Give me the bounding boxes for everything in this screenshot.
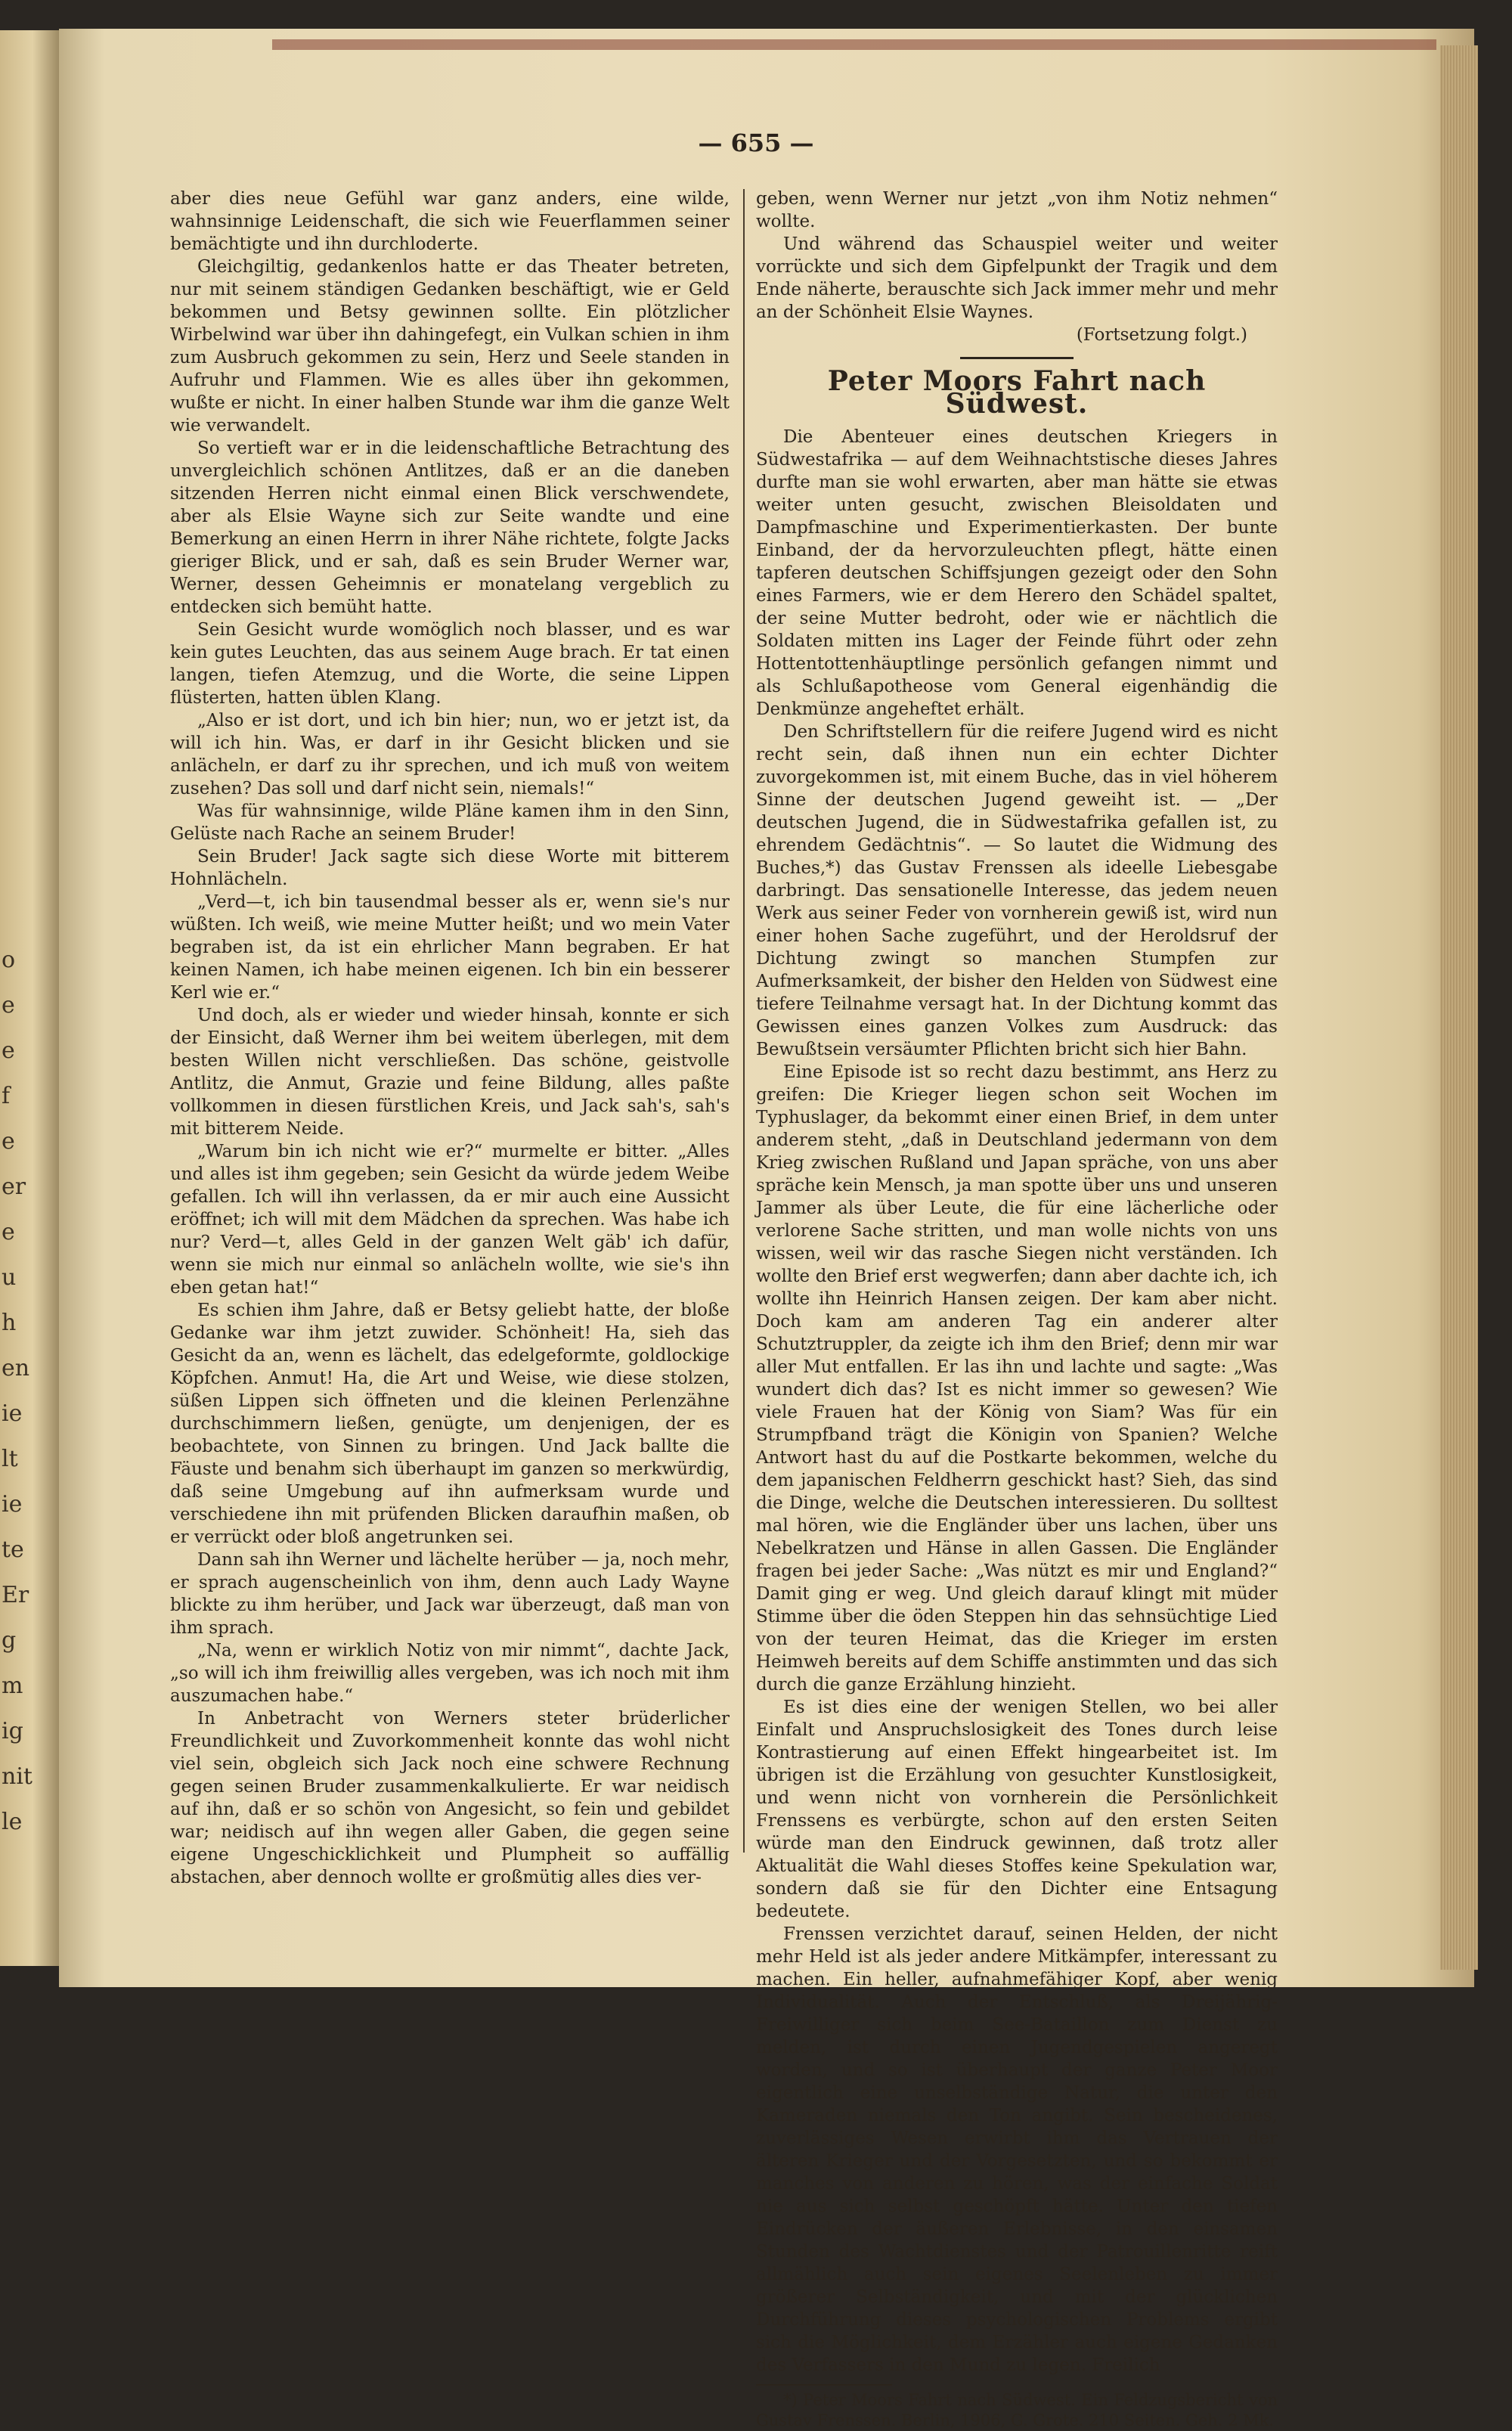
edge-letter: ie bbox=[2, 1491, 23, 1518]
binding-band bbox=[272, 39, 1436, 50]
edge-letter: h bbox=[2, 1310, 17, 1336]
paragraph: Es ist dies eine der wenigen Stellen, wo bei aller Einfalt und Anspruchslosigkeit des Tones durch leise Kontrastierung auf einen Effekt hingearbeitet ist. Im übrigen ist die Erzählung von gesuchter Kunstlosigkeit, und wenn nicht von vornherein die Persönlichkeit Frenssens es verbürgte, schon auf den ersten Seiten würde man den Eindruck gewinnen, daß trotz aller Aktualität die Wahl dieses Stoffes keine Spekulation war, sondern daß sie für den Dichter eine Entsagung bedeutete. bbox=[756, 1698, 1278, 1921]
left-edge-letters bbox=[2, 938, 33, 1845]
footnote: *) Peter Moors Fahrt nach Südwest. Ein Feldzugsbericht von Gustav Frenssen. Berlin, 1906, G. Grote. 210 Seiten. Geh. 2 Mk. bbox=[756, 2391, 1278, 2429]
edge-letter: ig bbox=[2, 1718, 23, 1744]
column-divider bbox=[743, 189, 745, 1853]
edge-letter: m bbox=[2, 1673, 23, 1699]
edge-letter: f bbox=[2, 1083, 11, 1109]
edge-letter: er bbox=[2, 1174, 26, 1200]
page-number: — 655 — bbox=[698, 129, 814, 157]
edge-letter: e bbox=[2, 1219, 15, 1245]
paragraph: Und während das Schauspiel weiter und weiter vorrückte und sich dem Gipfelpunkt der Tragik und dem Ende näherte, berauschte sich Jack immer mehr und mehr an der Schönheit Elsie Waynes. bbox=[756, 234, 1278, 322]
paragraph: Dann sah ihn Werner und lächelte herüber — ja, noch mehr, er sprach augenscheinlich von ihm, denn auch Lady Wayne blickte zu ihm herüber, und Jack war überzeugt, daß man von ihm sprach. bbox=[170, 1550, 730, 1638]
edge-letter: u bbox=[2, 1264, 17, 1291]
edge-letter: Er bbox=[2, 1582, 29, 1608]
paragraph: „Na, wenn er wirklich Notiz von mir nimmt“, dachte Jack, „so will ich ihm freiwillig alles vergeben, was ich noch mit ihm auszumachen habe.“ bbox=[170, 1641, 730, 1706]
article-title: Peter Moors Fahrt nach Südwest. bbox=[827, 365, 1207, 420]
paragraph: Frenssen verzichtet darauf, seinen Helden, der nicht mehr Held ist als jeder andere Mitkämpfer, interessant zu machen. Ein heller, aufnahmefähiger Kopf, aber wenig Individualität. Auch der Entschluß, als Dreijährig-Freiwilliger sich beim See-Bataillon zum Dienst zu melden, ist durch einen Jugendgespielen angeregt worden, und so ist überhaupt der ganze Peter Moor eigentlich eine unselbständige Natur, die unter den Kameraden niemals den Ton angibt. Sein bescheidenes, zuverlässiges Wesen erwirbt ihm das Vertrauen der älteren Krieger und der Vorgesetzten, und so bekommt er manches von anderen zu hören, was der einfache Soldat nie aus sich selbst geschöpft hätte. Unter den tiefen Eindrücken der äußeren Erlebnisse, in den einsamen Stunden des Wachtdienstes und der Patrouillenritte reift allmählich auch sein eigenes Seelenleben zu immer größerer Selbständigkeit, und mit der glücklichen Durchführung dieses psychologischen Problems ergibt sich die Möglichkeit, dem Erzähler auch eigene Gedanken des Verfassers in den Mund zu legen. Freilich bbox=[756, 1924, 1278, 2375]
paragraph: Sein Bruder! Jack sagte sich diese Worte mit bitterem Hohnlächeln. bbox=[170, 847, 730, 889]
paragraph: In Anbetracht von Werners steter brüderlicher Freundlichkeit und Zuvorkommenheit konnte das wohl nicht viel sein, obgleich sich Jack noch eine schwere Rechnung gegen seinen Bruder zusammenkalkulierte. Er war neidisch auf ihn, daß er so schön von Angesicht, so fein und gebildet war; neidisch auf ihn wegen aller Gaben, die gegen seine eigene Ungeschicklichkeit und Plumpheit so auffällig abstachen, aber dennoch wollte er großmütig alles dies ver- bbox=[170, 1709, 730, 1887]
edge-letter: e bbox=[2, 992, 15, 1019]
edge-letter: ie bbox=[2, 1400, 23, 1427]
paragraph: Sein Gesicht wurde womöglich noch blasser, und es war kein gutes Leuchten, das aus seinem Auge brach. Er tat einen langen, tiefen Atemzug, und die Worte, die seine Lippen flüsterten, hatten üblen Klang. bbox=[170, 620, 730, 708]
paragraph: Was für wahnsinnige, wilde Pläne kamen ihm in den Sinn, Gelüste nach Rache an seinem Bruder! bbox=[170, 802, 730, 844]
edge-letter: e bbox=[2, 1037, 15, 1064]
page-stack-edge bbox=[1440, 45, 1478, 1970]
paragraph: geben, wenn Werner nur jetzt „von ihm Notiz nehmen“ wollte. bbox=[756, 189, 1278, 231]
left-page-edge bbox=[0, 30, 59, 1966]
edge-letter: le bbox=[2, 1809, 23, 1835]
paragraph: aber dies neue Gefühl war ganz anders, eine wilde, wahnsinnige Leidenschaft, die sich wie Feuerflammen seiner bemächtigte und ihn durchloderte. bbox=[170, 189, 730, 254]
paragraph: So vertieft war er in die leidenschaftliche Betrachtung des unvergleichlich schönen Antlitzes, daß er an die daneben sitzenden Herren nicht einmal einen Blick verschwendete, aber als Elsie Wayne sich zur Seite wandte und eine Bemerkung an einen Herrn in ihrer Nähe richtete, folgte Jacks gieriger Blick, und er sah, daß es sein Bruder Werner war, Werner, dessen Geheimnis er monatelang vergeblich zu entdecken sich bemüht hatte. bbox=[170, 439, 730, 617]
paragraph: Den Schriftstellern für die reifere Jugend wird es nicht recht sein, daß ihnen nun ein echter Dichter zuvorgekommen ist, mit einem Buche, das in viel höherem Sinne der deutschen Jugend geweiht ist. — „Der deutschen Jugend, die in Südwestafrika gefallen ist, zu ehrendem Gedächtnis“. — So lautet die Widmung des Buches,*) das Gustav Frenssen als ideelle Liebesgabe darbringt. Das sensationelle Interesse, das jedem neuen Werk aus seiner Feder von vornherein gewiß ist, wird nun einer hohen Sache zugeführt, und der Heroldsruf der Dichtung zwingt so manchen Stumpfen zur Aufmerksamkeit, der bisher den Helden von Südwest eine tiefere Teilnahme versagt hat. In der Dichtung kommt das Gewissen eines ganzen Volkes zum Ausdruck: das Bewußtsein versäumter Pflichten bricht sich hier Bahn. bbox=[756, 722, 1278, 1059]
paragraph: Und doch, als er wieder und wieder hinsah, konnte er sich der Einsicht, daß Werner ihm bei weitem überlegen, mit dem besten Willen nicht verschließen. Das schöne, geistvolle Antlitz, die Anmut, Grazie und feine Bildung, alles paßte vollkommen in diesen fürstlichen Kreis, und Jack sah's, sah's mit bitterem Neide. bbox=[170, 1006, 730, 1139]
paragraph: Die Abenteuer eines deutschen Kriegers in Südwestafrika — auf dem Weihnachtstische dieses Jahres durfte man sie wohl erwarten, aber man hätte sie etwas weiter unten gesucht, zwischen Bleisoldaten und Dampfmaschine und Experimentierkasten. Der bunte Einband, der da hervorzuleuchten pflegt, hätte einen tapferen deutschen Schiffsjungen gezeigt oder den Sohn eines Farmers, wie er dem Herero den Schädel spaltet, der seine Mutter bedroht, oder wie er nächtlich die Soldaten mitten ins Lager der Feinde führt oder zehn Hottentottenhäuptlinge persönlich gefangen nimmt und als Schlußapotheose vom General eigenhändig die Denkmünze angeheftet erhält. bbox=[756, 427, 1278, 719]
paragraph: Es schien ihm Jahre, daß er Betsy geliebt hatte, der bloße Gedanke war ihm jetzt zuwider. Schönheit! Ha, sieh das Gesicht da an, wenn es lächelt, das edelgeformte, goldlockige Köpfchen. Anmut! Ha, die Art und Weise, wie diese stolzen, süßen Lippen sich öffneten und die kleinen Perlenzähne durchschimmern ließen, genügte, um denjenigen, der es beobachtete, von Sinnen zu bringen. Und Jack ballte die Fäuste und benahm sich überhaupt im ganzen so merkwürdig, daß seine Umgebung auf ihn aufmerksam wurde und verschiedene ihn mit prüfenden Blicken daraufhin maßen, ob er verrückt oder bloß angetrunken sei. bbox=[170, 1301, 730, 1547]
edge-letter: g bbox=[2, 1627, 17, 1654]
continued-note: (Fortsetzung folgt.) bbox=[1076, 325, 1247, 345]
edge-letter: te bbox=[2, 1536, 24, 1563]
paragraph: Eine Episode ist so recht dazu bestimmt, ans Herz zu greifen: Die Krieger liegen schon seit Wochen im Typhuslager, da bekommt einer einen Brief, in dem unter anderem steht, „daß in Deutschland jedermann von dem Krieg zwischen Rußland und Japan spräche, von uns aber spräche kein Mensch, ja man spotte über uns und unseren Jammer als über Leute, die für eine lächerliche oder verlorene Sache stritten, und man wolle nichts von uns wissen, weil wir das rasche Siegen nicht verständen. Ich wollte den Brief erst wegwerfen; dann aber dachte ich, ich wollte ihn Heinrich Hansen zeigen. Der kam aber nicht. Doch kam am anderen Tag ein anderer alter Schutztruppler, da zeigte ich ihm den Brief; denn mir war aller Mut entfallen. Er las ihn und lachte und sagte: „Was wundert dich das? Ist es nicht immer so gewesen? Wie viele Frauen hat der König von Siam? Was für ein Strumpfband trägt die Königin von Spanien? Welche Antwort hast du auf die Postkarte bekommen, welche du dem japanischen Feldherrn geschickt hast? Sieh, das sind die Dinge, welche die Deutschen interessieren. Du solltest mal hören, wie die Engländer über uns lachen, über uns Nebelkratzen und Hänse in allen Gassen. Die Engländer fragen bei jeder Sache: „Was nützt es mir und England?“ Damit ging er weg. Und gleich darauf klingt mit müder Stimme über die öden Steppen hin das sehnsüchtige Lied von der teuren Heimat, das die Krieger im ersten Heimweh bereits auf dem Schiffe anstimmten und das sich durch die ganze Erzählung hinzieht. bbox=[756, 1062, 1278, 1695]
paragraph: Gleichgiltig, gedankenlos hatte er das Theater betreten, nur mit seinem ständigen Gedanken beschäftigt, wie er Geld bekommen und Betsy gewinnen sollte. Ein plötzlicher Wirbelwind war über ihn dahingefegt, ein Vulkan schien in ihm zum Ausbruch gekommen zu sein, Herz und Seele standen in Aufruhr und Flammen. Wie es alles über ihn gekommen, wußte er nicht. In einer halben Stunde war ihm die ganze Welt wie verwandelt. bbox=[170, 257, 730, 436]
footnote-rule bbox=[756, 2384, 892, 2386]
paragraph: „Warum bin ich nicht wie er?“ murmelte er bitter. „Alles und alles ist ihm gegeben; sein Gesicht da würde jedem Weibe gefallen. Ich will ihn verlassen, da er mir auch eine Aussicht eröffnet; ich will mit dem Mädchen da sprechen. Was habe ich nur? Verd—t, alles Geld in der ganzen Welt gäb' ich dafür, wenn sie mich nur einmal so anlächeln wollte, wie sie's ihn eben getan hat!“ bbox=[170, 1142, 730, 1298]
section-rule bbox=[960, 357, 1074, 359]
edge-letter: nit bbox=[2, 1763, 33, 1790]
paragraph: „Also er ist dort, und ich bin hier; nun, wo er jetzt ist, da will ich hin. Was, er darf in ihr Gesicht blicken und sie anlächeln, er darf zu ihr sprechen, und ich muß von weitem zusehen? Das soll und darf nicht sein, niemals!“ bbox=[170, 711, 730, 798]
left-column bbox=[170, 188, 730, 1889]
edge-letter: en bbox=[2, 1355, 30, 1381]
edge-letter: o bbox=[2, 947, 16, 973]
edge-letter: e bbox=[2, 1128, 15, 1155]
edge-letter: lt bbox=[2, 1446, 18, 1472]
right-column bbox=[756, 188, 1278, 2431]
paragraph: „Verd—t, ich bin tausendmal besser als er, wenn sie's nur wüßten. Ich weiß, wie meine Mutter heißt; und wo mein Vater begraben ist, da ist ein ehrlicher Mann begraben. Er hat keinen Namen, ich habe meinen eigenen. Ich bin ein besserer Kerl wie er.“ bbox=[170, 892, 730, 1003]
